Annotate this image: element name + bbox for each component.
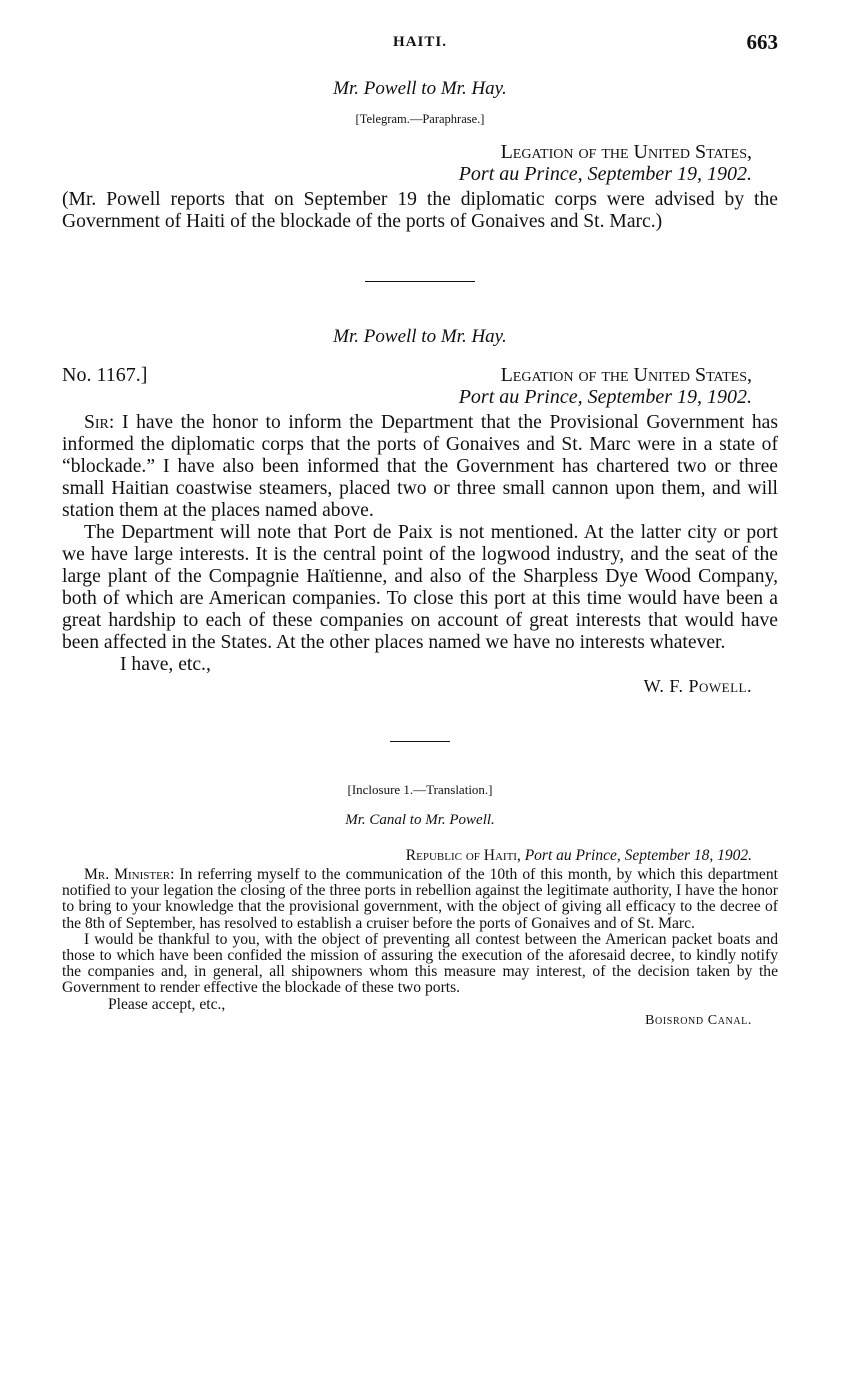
doc3-paragraph-1 bbox=[62, 867, 778, 932]
doc1-legation: Legation of the United States, bbox=[500, 141, 752, 163]
doc2-paragraph-1 bbox=[62, 412, 778, 522]
doc2-signature: W. F. Powell. bbox=[643, 676, 752, 696]
doc1-body: (Mr. Powell reports that on September 19 the diplomatic corps were advised by the Government of Haiti of the blockade of the ports of Gonaives and St. Marc.) bbox=[62, 189, 778, 232]
doc3-note: [Inclosure 1.—Translation.] bbox=[347, 782, 493, 797]
doc1-place-date: Port au Prince, September 19, 1902. bbox=[458, 163, 752, 185]
doc3-dateline bbox=[62, 847, 778, 865]
doc3-closing: Please accept, etc., bbox=[108, 995, 226, 1013]
doc2-closing: I have, etc., bbox=[120, 654, 211, 675]
doc2-number-row bbox=[62, 364, 778, 386]
doc3-signature: Boisrond Canal. bbox=[645, 1012, 752, 1028]
doc2-legation: Legation of the United States, bbox=[500, 364, 752, 386]
doc2-salutation: Sir: bbox=[84, 412, 115, 433]
doc3-heading: Mr. Canal to Mr. Powell. bbox=[345, 812, 495, 828]
doc3-place-date: Port au Prince, September 18, 1902. bbox=[524, 847, 752, 864]
doc2-paragraph-1-text: I have the honor to inform the Department that the Provisional Government has informed the diplomatic corps that the ports of Gonaives and St. Marc were in a state of “blockade.” I have also been informed that the Government has chartered two or three small Haitian coastwise steamers, placed two or three small cannon upon them, and will station them at the places named above. bbox=[62, 412, 778, 521]
document-page bbox=[62, 30, 778, 1029]
doc3-salutation: Mr. Minister: bbox=[84, 866, 175, 883]
running-head bbox=[62, 30, 778, 60]
doc1-heading: Mr. Powell to Mr. Hay. bbox=[333, 78, 507, 99]
doc2-paragraph-2: The Department will note that Port de Paix is not mentioned. At the latter city or port we have large interests. It is the central point of the logwood industry, and the seat of the large plant of the Compagnie Haïtienne, and also of the Sharpless Dye Wood Company, both of which are American companies. To close this port at this time would have been a great hardship to each of these companies on account of great interests that would have been affected in the States. At the other places named we have no interests whatever. bbox=[62, 522, 778, 653]
running-head-title: HAITI. bbox=[393, 34, 447, 50]
doc1-dateline bbox=[62, 141, 778, 185]
doc1-note: [Telegram.—Paraphrase.] bbox=[355, 112, 485, 126]
page-number: 663 bbox=[746, 30, 778, 54]
doc3-paragraph-2: I would be thankful to you, with the object of preventing all contest between the American packet boats and those to which have been confided the mission of assuring the execution of the aforesaid decree, to kindly notify the companies and, in general, all shipowners whom this measure may interest, of the decision taken by the Government to render effective the blockade of these two ports. bbox=[62, 930, 778, 997]
doc2-place-date: Port au Prince, September 19, 1902. bbox=[458, 386, 752, 408]
doc3-republic: Republic of Haiti, bbox=[405, 847, 521, 864]
doc3-paragraph-1-text: In referring myself to the communication of the 10th of this month, by which this department notified to your legation the closing of the three ports in rebellion against the legitimate authority, I have the honor to bring to your knowledge that the provisional government, with the object of giving all efficacy to the decree of the 8th of September, has resolved to establish a cruiser before the ports of Gonaives and of St. Marc. bbox=[62, 866, 778, 932]
doc2-dateline bbox=[62, 386, 778, 408]
doc2-number: No. 1167.] bbox=[62, 364, 148, 386]
doc2-heading: Mr. Powell to Mr. Hay. bbox=[333, 326, 507, 347]
